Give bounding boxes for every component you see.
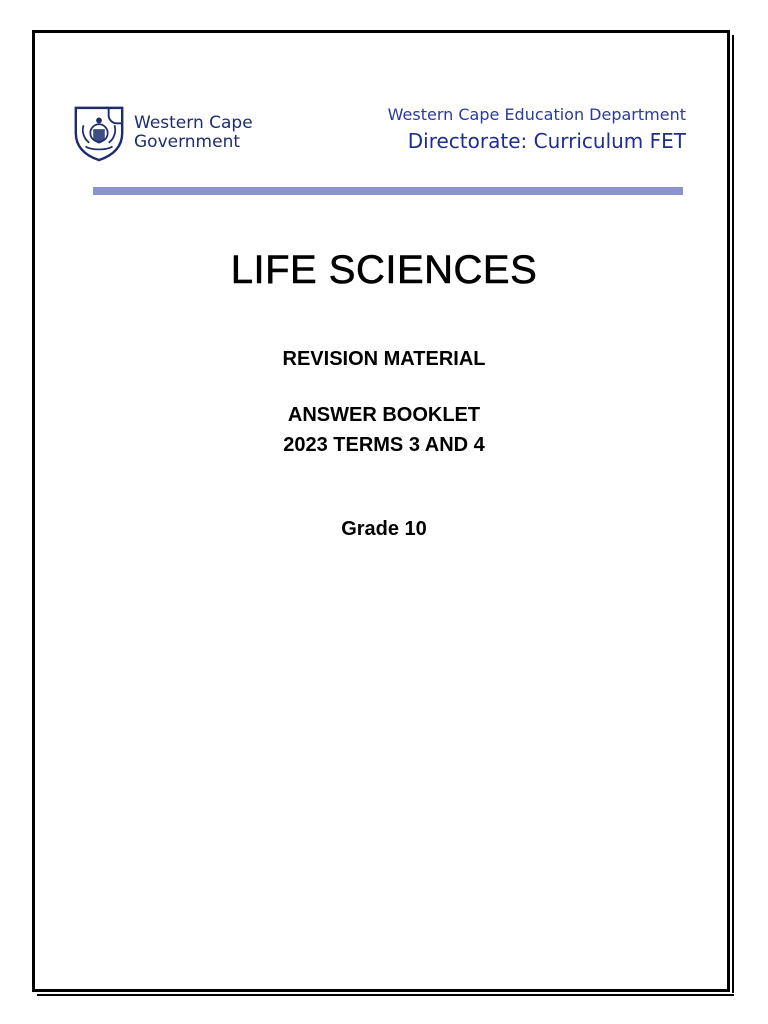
page-border	[32, 30, 730, 992]
subtitle: REVISION MATERIAL	[282, 348, 486, 370]
header-divider	[93, 187, 683, 195]
government-logo	[70, 104, 253, 162]
grade-label: Grade 10	[341, 518, 427, 540]
page-title: LIFE SCIENCES	[230, 248, 538, 292]
coat-of-arms-icon	[70, 104, 128, 162]
directorate-name: Directorate: Curriculum FET	[407, 129, 686, 153]
department-name: Western Cape Education Department	[387, 105, 686, 124]
department-header	[388, 104, 686, 155]
terms-label: 2023 TERMS 3 AND 4	[283, 434, 485, 456]
logo-wordmark	[134, 114, 253, 152]
logo-line-1: Western Cape	[134, 113, 253, 133]
logo-line-2: Government	[134, 132, 241, 152]
booklet-label: ANSWER BOOKLET	[287, 404, 481, 426]
